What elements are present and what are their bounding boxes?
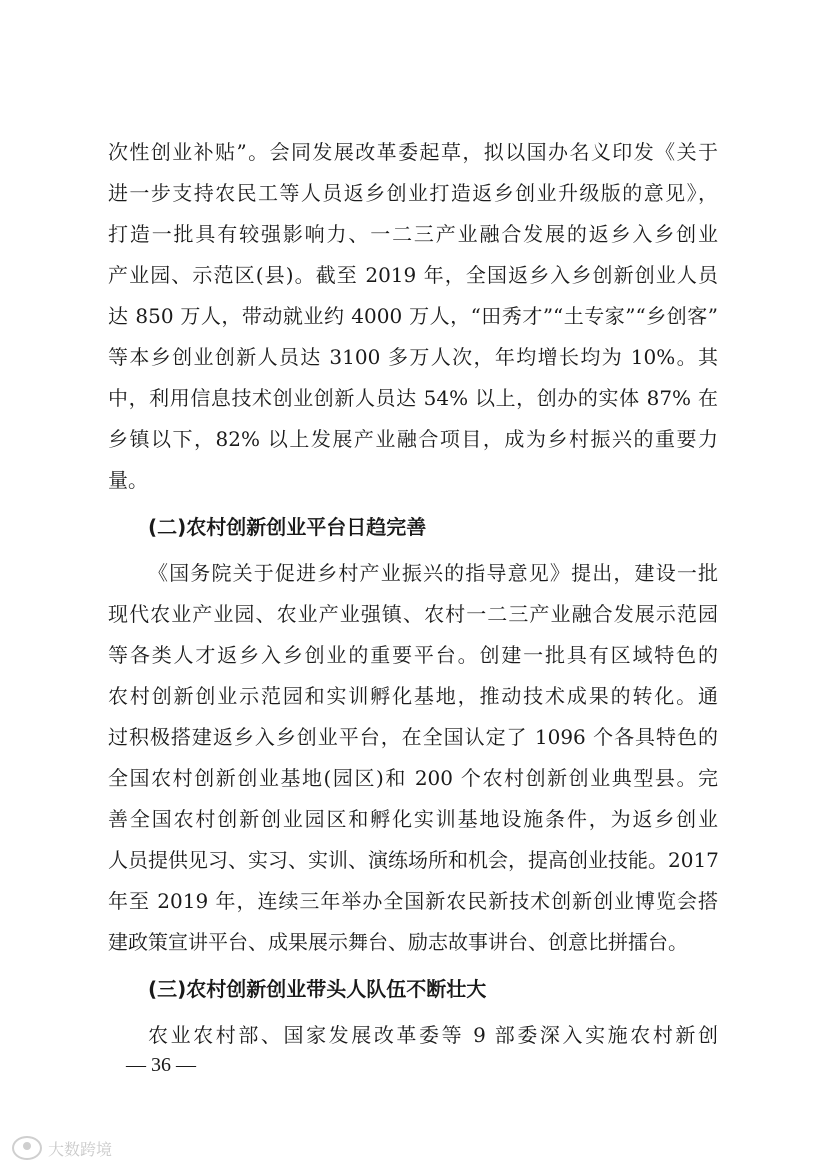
paragraph-2 (108, 553, 718, 963)
text-line: 乡镇以下，82% 以上发展产业融合项目，成为乡村振兴的重要力 (108, 427, 718, 451)
document-body (108, 132, 718, 1056)
text-line: 等本乡创业创新人员达 3100 多万人次，年均增长均为 10%。其 (108, 345, 718, 369)
section-heading-3: (三)农村创新创业带头人队伍不断壮大 (148, 977, 487, 1001)
page-number: — 36 — (126, 1054, 196, 1076)
text-line: 打造一批具有较强影响力、一二三产业融合发展的返乡入乡创业 (108, 222, 718, 246)
watermark (12, 1136, 112, 1160)
text-line: 农村创新创业示范园和实训孵化基地，推动技术成果的转化。通 (108, 684, 718, 708)
text-line: 进一步支持农民工等人员返乡创业打造返乡创业升级版的意见》， (108, 181, 718, 205)
paragraph-1 (108, 132, 718, 501)
section-heading-2: (二)农村创新创业平台日趋完善 (148, 515, 427, 539)
text-line: 产业园、示范区(县)。截至 2019 年，全国返乡入乡创新创业人员 (108, 263, 718, 287)
text-line: 过积极搭建返乡入乡创业平台，在全国认定了 1096 个各具特色的 (108, 725, 718, 749)
text-line: 中，利用信息技术创业创新人员达 54% 以上，创办的实体 87% 在 (108, 386, 718, 410)
text-line: 农业农村部、国家发展改革委等 9 部委深入实施农村新创 (148, 1023, 718, 1047)
text-line: 量。 (108, 468, 148, 492)
text-line: 次性创业补贴”。会同发展改革委起草，拟以国办名义印发《关于 (108, 140, 718, 164)
text-line: 《国务院关于促进乡村产业振兴的指导意见》提出，建设一批 (148, 561, 718, 585)
text-line: 现代农业产业园、农业产业强镇、农村一二三产业融合发展示范园 (108, 602, 718, 626)
text-line: 人员提供见习、实习、实训、演练场所和机会，提高创业技能。2017 (108, 848, 719, 872)
watermark-text: 大数跨境 (48, 1139, 113, 1159)
text-line: 等各类人才返乡入乡创业的重要平台。创建一批具有区域特色的 (108, 643, 718, 667)
text-line: 善全国农村创新创业园区和孵化实训基地设施条件，为返乡创业 (108, 807, 718, 831)
text-line: 达 850 万人，带动就业约 4000 万人，“田秀才”“土专家”“乡创客” (108, 304, 718, 328)
text-line: 全国农村创新创业基地(园区)和 200 个农村创新创业典型县。完 (108, 766, 718, 790)
paragraph-3 (108, 1015, 718, 1056)
text-line: 建政策宣讲平台、成果展示舞台、励志故事讲台、创意比拼擂台。 (108, 930, 688, 954)
watermark-logo-icon (12, 1136, 42, 1160)
text-line: 年至 2019 年，连续三年举办全国新农民新技术创新创业博览会搭 (108, 889, 718, 913)
